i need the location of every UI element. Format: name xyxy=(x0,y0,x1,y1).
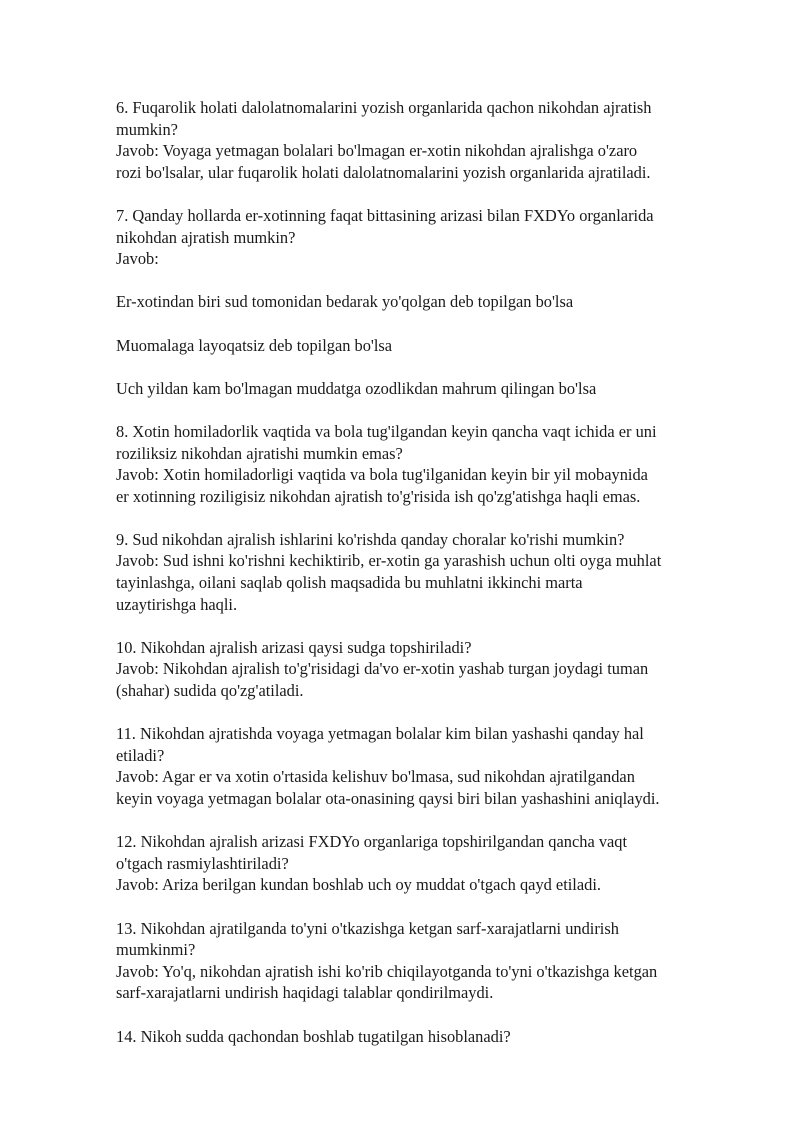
paragraph-gap xyxy=(116,615,756,637)
text-line: Javob: Agar er va xotin o'rtasida kelishuv bo'lmasa, sud nikohdan ajratilgandan xyxy=(116,767,635,787)
text-line: (shahar) sudida qo'zg'atiladi. xyxy=(116,681,304,701)
text-line: roziliksiz nikohdan ajratishi mumkin emas? xyxy=(116,443,403,463)
paragraph xyxy=(116,637,756,702)
paragraph-gap xyxy=(116,313,756,335)
text-line: 7. Qanday hollarda er-xotinning faqat bittasining arizasi bilan FXDYo organlarida xyxy=(116,205,654,225)
text-line: Muomalaga layoqatsiz deb topilgan bo'lsa xyxy=(116,335,393,355)
paragraph xyxy=(116,335,756,357)
text-line: 9. Sud nikohdan ajralish ishlarini ko'rishda qanday choralar ko'rishi mumkin? xyxy=(116,529,625,549)
text-line: 8. Xotin homiladorlik vaqtida va bola tug'ilgandan keyin qancha vaqt ichida er uni xyxy=(116,421,657,441)
text-line: 11. Nikohdan ajratishda voyaga yetmagan bolalar kim bilan yashashi qanday hal xyxy=(116,724,644,744)
text-line: mumkinmi? xyxy=(116,940,196,960)
paragraph xyxy=(116,421,756,507)
text-line: Javob: Ariza berilgan kundan boshlab uch oy muddat o'tgach qayd etiladi. xyxy=(116,875,601,895)
paragraph-gap xyxy=(116,183,756,205)
paragraph xyxy=(116,529,756,615)
text-line: Uch yildan kam bo'lmagan muddatga ozodlikdan mahrum qilingan bo'lsa xyxy=(116,378,597,398)
text-line: keyin voyaga yetmagan bolalar ota-onasining qaysi biri bilan yashashini aniqlaydi. xyxy=(116,789,660,808)
text-line: etiladi? xyxy=(116,745,165,765)
paragraph xyxy=(116,831,756,896)
paragraph xyxy=(116,291,756,313)
paragraph-gap xyxy=(116,399,756,421)
text-line: er xotinning roziligisiz nikohdan ajratish to'g'risida ish qo'zg'atishga haqli emas. xyxy=(116,486,641,506)
paragraph xyxy=(116,723,756,809)
text-line: Javob: Xotin homiladorligi vaqtida va bola tug'ilganidan keyin bir yil mobaynida xyxy=(116,465,648,485)
text-line: 10. Nikohdan ajralish arizasi qaysi sudga topshiriladi? xyxy=(116,637,472,657)
text-line: sarf-xarajatlarni undirish haqidagi talablar qondirilmaydi. xyxy=(116,983,494,1003)
text-line: Javob: Yo'q, nikohdan ajratish ishi ko'rib chiqilayotganda to'yni o'tkazishga ketgan xyxy=(116,961,658,981)
text-line: Javob: Nikohdan ajralish to'g'risidagi da'vo er-xotin yashab turgan joydagi tuman xyxy=(116,659,649,679)
text-line: Javob: Sud ishni ko'rishni kechiktirib, er-xotin ga yarashish uchun olti oyga muhlat xyxy=(116,551,662,571)
text-line: 14. Nikoh sudda qachondan boshlab tugatilgan hisoblanadi? xyxy=(116,1026,511,1046)
paragraph-gap xyxy=(116,507,756,529)
paragraph xyxy=(116,378,756,400)
paragraph xyxy=(116,1026,756,1048)
paragraph-gap xyxy=(116,896,756,918)
paragraph xyxy=(116,97,756,183)
text-line: nikohdan ajratish mumkin? xyxy=(116,227,296,247)
paragraph-gap xyxy=(116,270,756,292)
text-line: Javob: Voyaga yetmagan bolalari bo'lmagan er-xotin nikohdan ajralishga o'zaro xyxy=(116,141,638,161)
text-line: tayinlashga, oilani saqlab qolish maqsadida bu muhlatni ikkinchi marta xyxy=(116,573,583,593)
text-line: 13. Nikohdan ajratilganda to'yni o'tkazishga ketgan sarf-xarajatlarni undirish xyxy=(116,918,619,938)
paragraph xyxy=(116,205,756,270)
text-line: Javob: xyxy=(116,249,159,269)
paragraph-gap xyxy=(116,702,756,724)
paragraph-gap xyxy=(116,1004,756,1026)
text-line: o'tgach rasmiylashtiriladi? xyxy=(116,853,289,873)
paragraph-gap xyxy=(116,356,756,378)
text-line: mumkin? xyxy=(116,119,178,139)
text-line: uzaytirishga haqli. xyxy=(116,594,238,614)
paragraph-gap xyxy=(116,810,756,832)
text-line: rozi bo'lsalar, ular fuqarolik holati dalolatnomalarini yozish organlarida ajratiladi. xyxy=(116,162,651,182)
text-line: 12. Nikohdan ajralish arizasi FXDYo organlariga topshirilgandan qancha vaqt xyxy=(116,832,628,852)
text-line: Er-xotindan biri sud tomonidan bedarak yo'qolgan deb topilgan bo'lsa xyxy=(116,292,574,312)
paragraph xyxy=(116,918,756,1004)
text-line: 6. Fuqarolik holati dalolatnomalarini yozish organlarida qachon nikohdan ajratish xyxy=(116,98,652,117)
document-body xyxy=(116,97,756,1047)
